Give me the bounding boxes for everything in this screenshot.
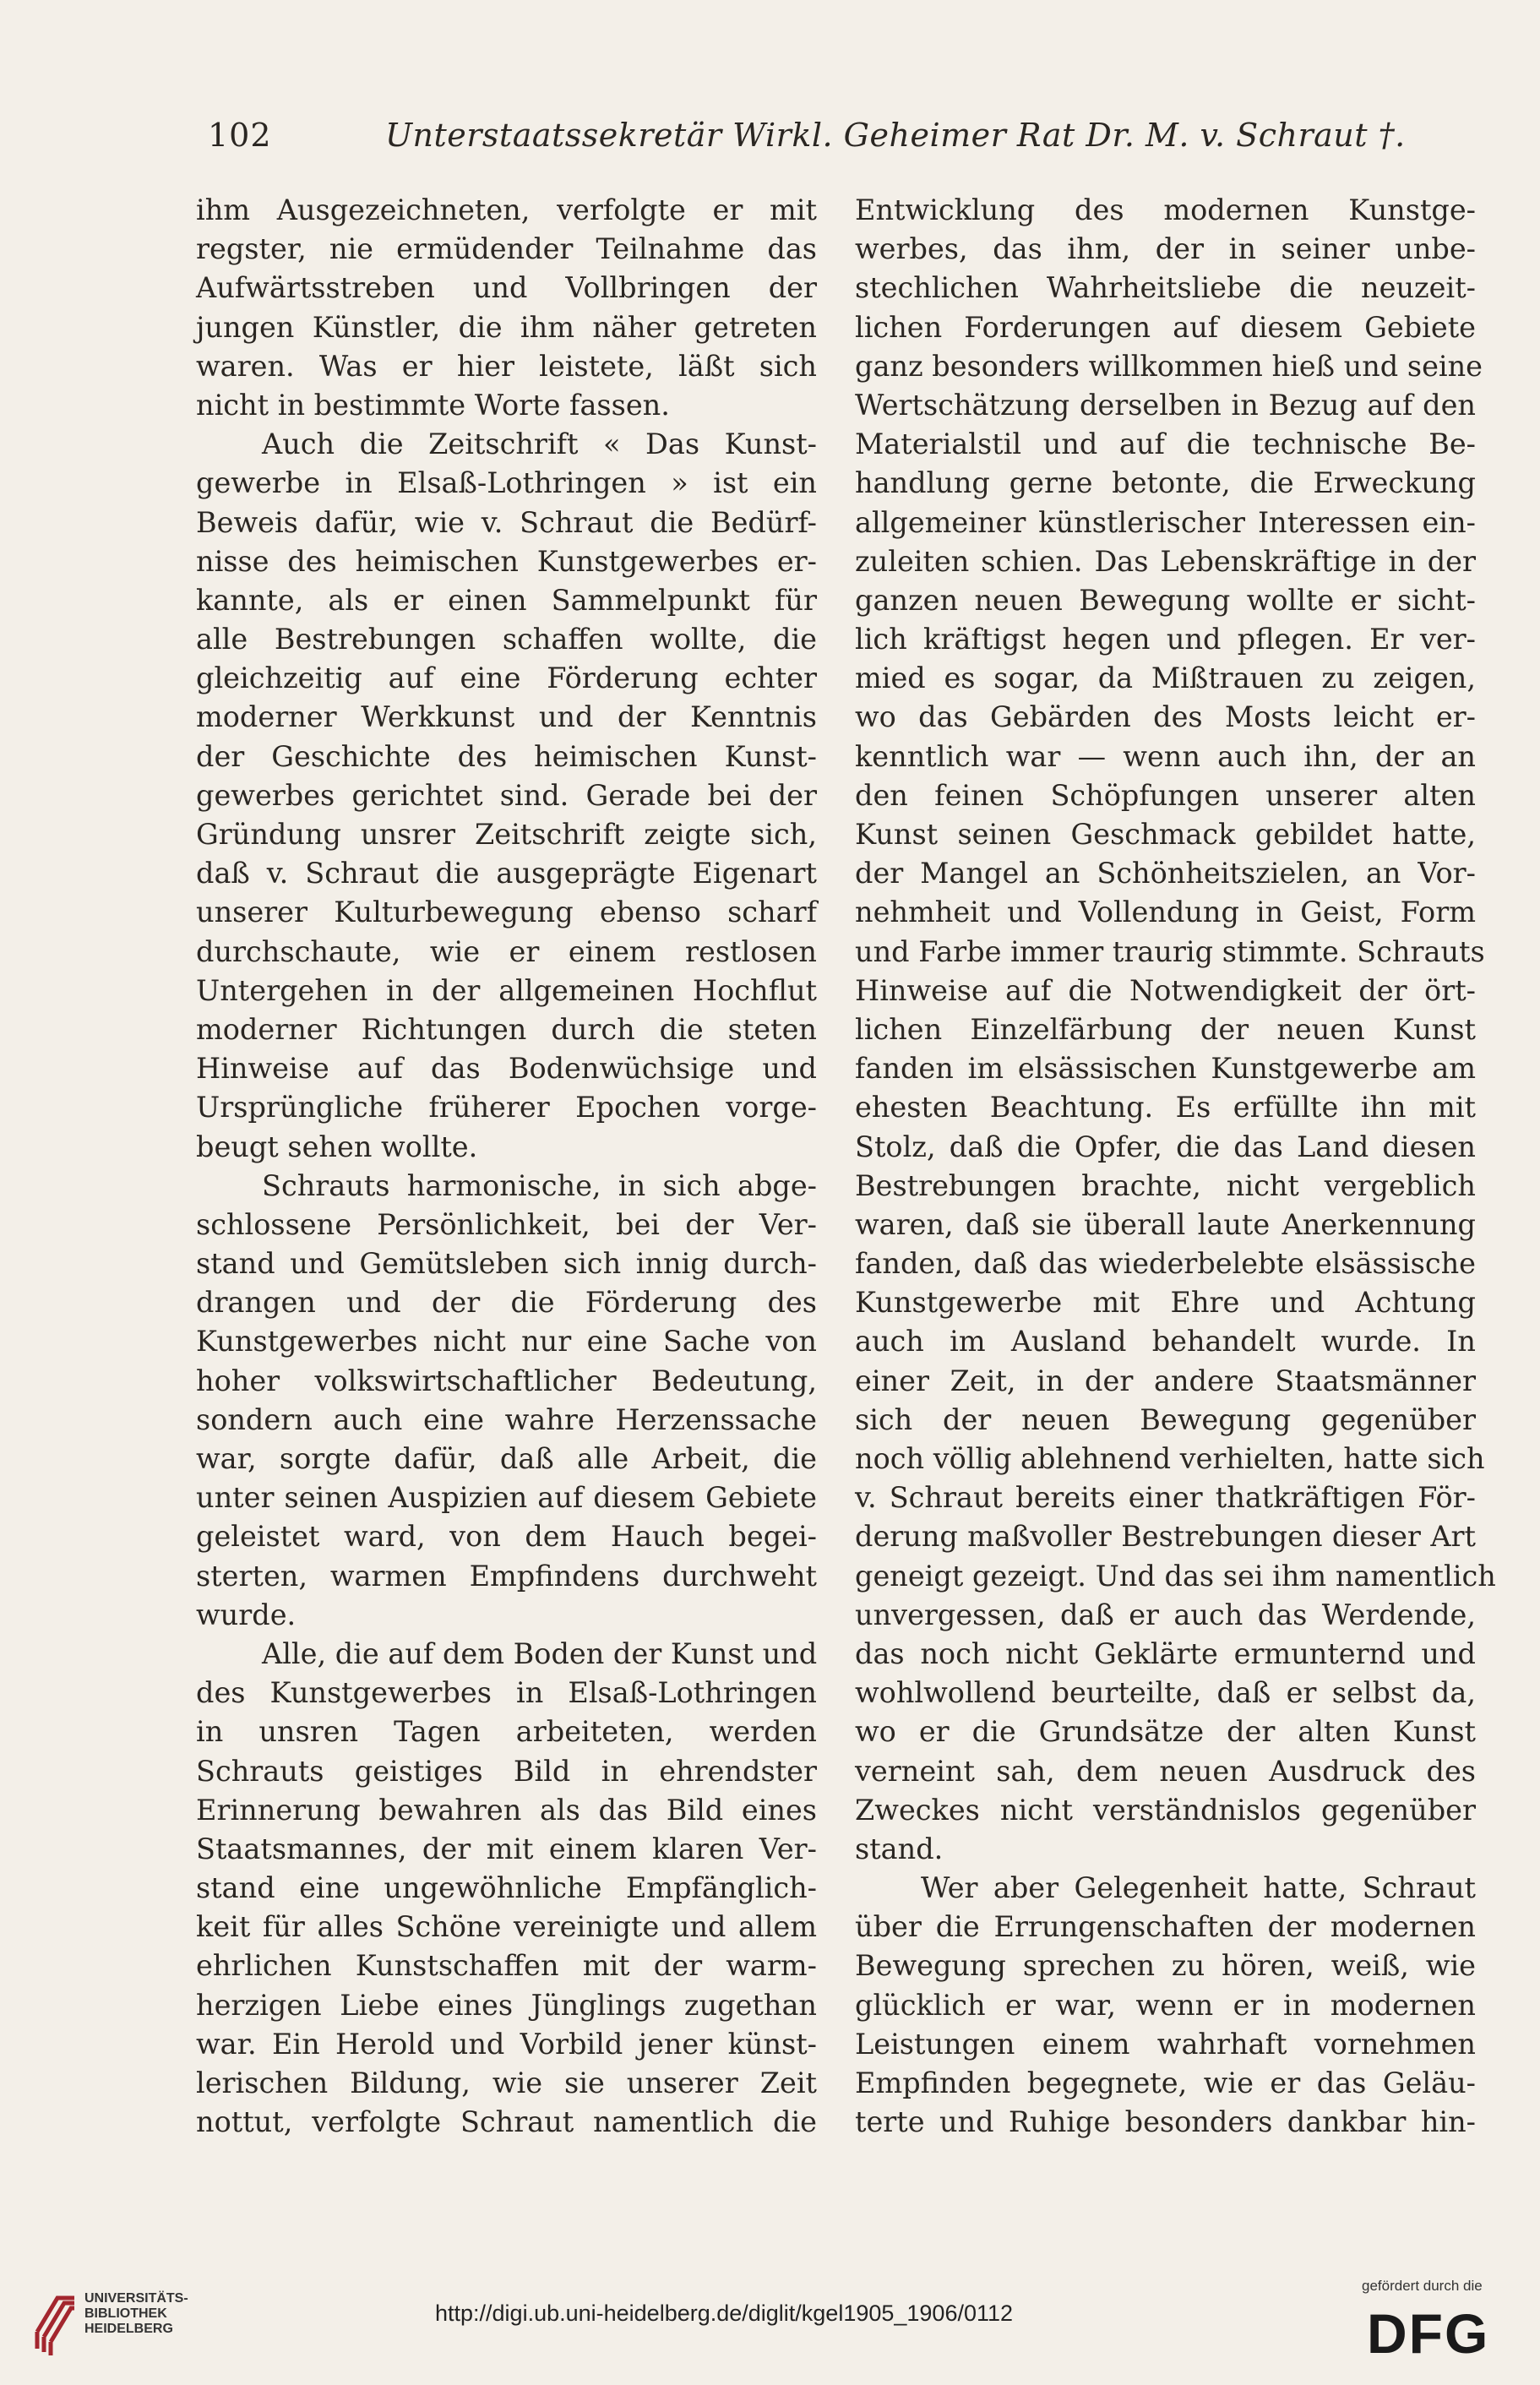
text-line: sondern auch eine wahre Herzenssache: [196, 1402, 817, 1436]
text-line: über die Errungenschaften der modernen: [855, 1910, 1476, 1944]
text-line: nottut, verfolgte Schraut namentlich die: [196, 2105, 817, 2139]
text-line: fanden, daß das wiederbelebte elsässische: [855, 1247, 1476, 1281]
text-line: ganz besonders willkommen hieß und seine: [855, 349, 1483, 383]
text-line: Empfinden begegnete, wie er das Geläu-: [855, 2066, 1476, 2099]
library-name-line: BIBLIOTHEK: [84, 2306, 167, 2321]
text-line: Zweckes nicht verständnislos gegenüber: [855, 1793, 1476, 1827]
text-line: auch im Ausland behandelt wurde. In: [855, 1325, 1476, 1359]
text-line: Schrauts harmonische, in sich abge-: [262, 1168, 817, 1202]
text-line: das noch nicht Geklärte ermunternd und: [855, 1636, 1476, 1670]
text-line: Hinweise auf das Bodenwüchsige und: [196, 1052, 817, 1086]
text-line: den feinen Schöpfungen unserer alten: [855, 778, 1476, 812]
text-line: Beweis dafür, wie v. Schraut die Bedürf-: [196, 505, 817, 539]
right-text-column: [855, 191, 1496, 2142]
text-line: unserer Kulturbewegung ebenso scharf: [196, 896, 817, 929]
text-line: unvergessen, daß er auch das Werdende,: [855, 1598, 1476, 1631]
text-line: geneigt gezeigt. Und das sei ihm namentlich: [855, 1559, 1496, 1593]
dfg-logo: DFG: [1367, 2302, 1490, 2365]
text-line: Materialstil und auf die technische Be-: [855, 427, 1476, 461]
library-name: [84, 2291, 188, 2337]
text-line: werbes, das ihm, der in seiner unbe-: [855, 232, 1476, 266]
text-line: Kunstgewerbe mit Ehre und Achtung: [855, 1286, 1476, 1320]
text-line: glücklich er war, wenn er in modernen: [855, 1988, 1476, 2022]
text-line: Staatsmannes, der mit einem klaren Ver-: [196, 1832, 817, 1865]
text-line: fanden im elsässischen Kunstgewerbe am: [855, 1052, 1476, 1086]
text-line: ihm Ausgezeichneten, verfolgte er mit: [196, 193, 817, 226]
text-line: waren. Was er hier leistete, läßt sich: [196, 349, 817, 383]
text-line: Kunst seinen Geschmack gebildet hatte,: [855, 818, 1476, 851]
text-line: verneint sah, dem neuen Ausdruck des: [855, 1754, 1476, 1788]
page-number: 102: [208, 117, 272, 154]
text-line: nicht in bestimmte Worte fassen.: [196, 388, 670, 422]
left-text-column: [196, 191, 817, 2142]
text-line: lich kräftigst hegen und pflegen. Er ver-: [855, 623, 1476, 656]
header-title: Unterstaatssekretär Wirkl. Geheimer Rat Dr. M. v. Schraut †.: [385, 117, 1406, 154]
text-line: zuleiten schien. Das Lebenskräftige in der: [855, 544, 1476, 578]
text-line: ganzen neuen Bewegung wollte er sicht-: [855, 583, 1476, 617]
text-line: Ursprüngliche früherer Epochen vorge-: [196, 1091, 817, 1124]
text-line: geleistet ward, von dem Hauch begei-: [196, 1520, 817, 1554]
text-line: alle Bestrebungen schaffen wollte, die: [196, 623, 817, 656]
text-line: derung maßvoller Bestrebungen dieser Art: [855, 1520, 1476, 1554]
text-line: der Mangel an Schönheitszielen, an Vor-: [855, 857, 1476, 890]
text-line: mied es sogar, da Mißtrauen zu zeigen,: [855, 662, 1476, 695]
text-line: terte und Ruhige besonders dankbar hin-: [855, 2105, 1476, 2139]
text-line: Hinweise auf die Notwendigkeit der ört-: [855, 973, 1476, 1007]
text-line: gewerbes gerichtet sind. Gerade bei der: [196, 778, 817, 812]
text-line: hoher volkswirtschaftlicher Bedeutung,: [196, 1364, 817, 1397]
funding-note: gefördert durch die: [1362, 2278, 1483, 2294]
text-line: sterten, warmen Empfindens durchweht: [196, 1559, 817, 1593]
text-line: keit für alles Schöne vereinigte und allem: [196, 1910, 817, 1944]
text-line: v. Schraut bereits einer thatkräftigen För-: [855, 1481, 1476, 1515]
text-line: der Geschichte des heimischen Kunst-: [196, 739, 817, 773]
text-line: lichen Einzelfärbung der neuen Kunst: [855, 1012, 1476, 1046]
text-line: Alle, die auf dem Boden der Kunst und: [262, 1636, 818, 1670]
text-line: sich der neuen Bewegung gegenüber: [855, 1402, 1476, 1436]
text-line: lichen Forderungen auf diesem Gebiete: [855, 310, 1476, 344]
text-line: gewerbe in Elsaß-Lothringen » ist ein: [196, 466, 817, 500]
text-line: nisse des heimischen Kunstgewerbes er-: [196, 544, 817, 578]
text-line: und Farbe immer traurig stimmte. Schrauts: [855, 934, 1485, 968]
text-line: wurde.: [196, 1598, 297, 1631]
text-line: Leistungen einem wahrhaft vornehmen: [855, 2027, 1476, 2061]
text-line: stechlichen Wahrheitsliebe die neuzeit-: [855, 271, 1476, 305]
text-line: lerischen Bildung, wie sie unserer Zeit: [196, 2066, 817, 2099]
text-line: Gründung unsrer Zeitschrift zeigte sich,: [196, 818, 817, 851]
text-line: in unsren Tagen arbeiteten, werden: [196, 1715, 817, 1749]
text-line: moderner Werkkunst und der Kenntnis: [196, 700, 817, 734]
text-line: Untergehen in der allgemeinen Hochflut: [196, 973, 817, 1007]
text-line: Wertschätzung derselben in Bezug auf den: [855, 388, 1476, 422]
text-line: Kunstgewerbes nicht nur eine Sache von: [196, 1325, 817, 1359]
text-line: wo das Gebärden des Mosts leicht er-: [855, 700, 1476, 734]
text-line: Auch die Zeitschrift « Das Kunst-: [262, 427, 817, 461]
text-line: schlossene Persönlichkeit, bei der Ver-: [196, 1207, 817, 1241]
library-name-line: HEIDELBERG: [84, 2322, 173, 2336]
text-line: Aufwärtsstreben und Vollbringen der: [196, 271, 817, 305]
text-line: war. Ein Herold und Vorbild jener künst-: [196, 2027, 817, 2061]
text-line: Stolz, daß die Opfer, die das Land diesen: [855, 1130, 1476, 1163]
text-line: Wer aber Gelegenheit hatte, Schraut: [921, 1871, 1476, 1905]
text-line: unter seinen Auspizien auf diesem Gebiete: [196, 1481, 817, 1515]
text-line: moderner Richtungen durch die steten: [196, 1012, 817, 1046]
text-line: waren, daß sie überall laute Anerkennung: [855, 1207, 1476, 1241]
text-line: beugt sehen wollte.: [196, 1130, 478, 1163]
library-name-line: UNIVERSITÄTS-: [84, 2291, 188, 2306]
text-line: herzigen Liebe eines Jünglings zugethan: [196, 1988, 817, 2022]
source-url-link[interactable]: http://digi.ub.uni-heidelberg.de/diglit/kgel1905_1906/0112: [435, 2301, 1014, 2326]
text-line: wo er die Grundsätze der alten Kunst: [855, 1715, 1476, 1749]
text-line: Bewegung sprechen zu hören, weiß, wie: [855, 1949, 1476, 1983]
text-line: stand.: [855, 1832, 944, 1865]
text-line: kannte, als er einen Sammelpunkt für: [196, 583, 817, 617]
text-line: kenntlich war — wenn auch ihn, der an: [855, 739, 1476, 773]
text-line: allgemeiner künstlerischer Interessen ein-: [855, 505, 1476, 539]
text-line: ehrlichen Kunstschaffen mit der warm-: [196, 1949, 817, 1983]
text-line: gleichzeitig auf eine Förderung echter: [196, 662, 817, 695]
text-line: einer Zeit, in der andere Staatsmänner: [855, 1364, 1476, 1397]
text-line: Erinnerung bewahren als das Bild eines: [196, 1793, 817, 1827]
text-line: des Kunstgewerbes in Elsaß-Lothringen: [196, 1676, 817, 1710]
text-line: stand und Gemütsleben sich innig durch-: [196, 1247, 817, 1281]
text-line: war, sorgte dafür, daß alle Arbeit, die: [196, 1442, 817, 1475]
text-line: wohlwollend beurteilte, daß er selbst da,: [855, 1676, 1476, 1710]
text-line: noch völlig ablehnend verhielten, hatte sich: [855, 1442, 1485, 1475]
text-line: drangen und der die Förderung des: [196, 1286, 817, 1320]
text-line: handlung gerne betonte, die Erweckung: [855, 466, 1476, 500]
text-line: jungen Künstler, die ihm näher getreten: [196, 310, 817, 344]
text-line: ehesten Beachtung. Es erfüllte ihn mit: [855, 1091, 1476, 1124]
text-line: daß v. Schraut die ausgeprägte Eigenart: [196, 857, 817, 890]
text-line: Entwicklung des modernen Kunstge-: [855, 193, 1476, 226]
text-line: Bestrebungen brachte, nicht vergeblich: [855, 1168, 1476, 1202]
text-line: stand eine ungewöhnliche Empfänglich-: [196, 1871, 817, 1905]
text-line: durchschaute, wie er einem restlosen: [196, 934, 817, 968]
text-line: Schrauts geistiges Bild in ehrendster: [196, 1754, 817, 1788]
running-header: [208, 117, 1406, 167]
text-line: nehmheit und Vollendung in Geist, Form: [855, 896, 1476, 929]
text-line: regster, nie ermüdender Teilnahme das: [196, 232, 817, 266]
